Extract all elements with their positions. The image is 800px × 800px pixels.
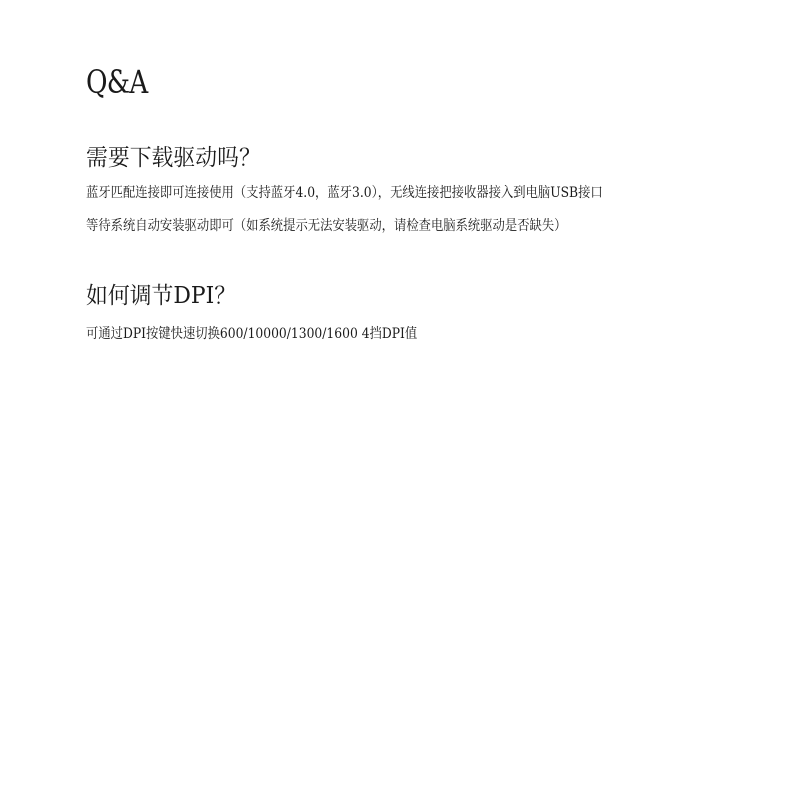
answer-line: 等待系统自动安装驱动即可（如系统提示无法安装驱动，请检查电脑系统驱动是否缺失） [86, 218, 567, 234]
page-title: Q&A [86, 63, 148, 101]
answer-line: 蓝牙匹配连接即可连接使用（支持蓝牙4.0，蓝牙3.0），无线连接把接收器接入到电脑USB接口 [86, 185, 603, 201]
question-heading-dpi: 如何调节DPI？ [86, 283, 237, 309]
question-heading-driver: 需要下载驱动吗？ [86, 145, 261, 171]
answer-line: 可通过DPI按键快速切换600/10000/1300/1600 4挡DPI值 [86, 326, 418, 342]
